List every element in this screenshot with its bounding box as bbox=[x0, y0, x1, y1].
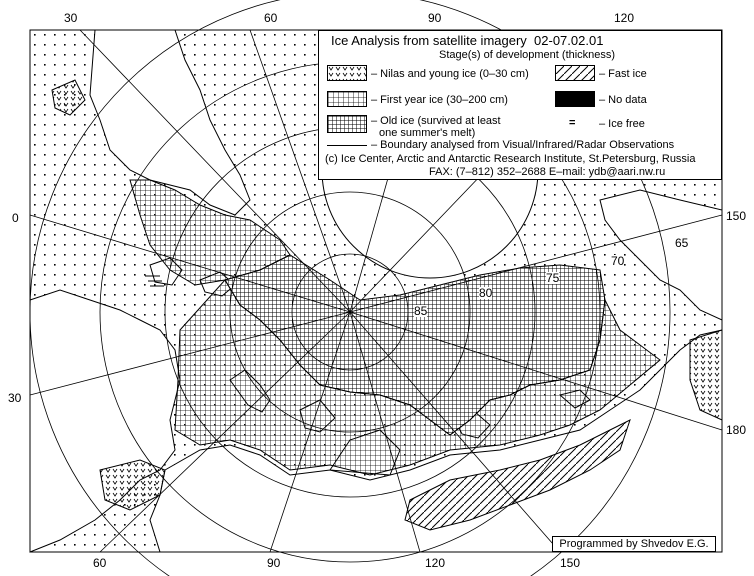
legend-boundary: – Boundary analysed from Visual/Infrared/Radar Observations bbox=[371, 139, 675, 151]
legend-old-ice-2: one summer's melt) bbox=[379, 127, 476, 139]
lon-bottom-90: 90 bbox=[267, 556, 281, 570]
legend-title: Ice Analysis from satellite imagery 02-07.02.01 bbox=[331, 33, 604, 48]
legend-nilas: – Nilas and young ice (0–30 cm) bbox=[371, 68, 529, 80]
nilas-swatch bbox=[327, 65, 367, 81]
legend-ice-free: – Ice free bbox=[599, 118, 645, 130]
boundary-line-swatch bbox=[327, 145, 367, 146]
legend-first-year: – First year ice (30–200 cm) bbox=[371, 94, 508, 106]
lat-85: 85 bbox=[414, 304, 428, 318]
fast-ice-swatch bbox=[555, 65, 595, 81]
lat-70: 70 bbox=[611, 254, 625, 268]
lat-65: 65 bbox=[675, 236, 689, 250]
lat-80: 80 bbox=[479, 286, 493, 300]
lon-top-120: 120 bbox=[614, 11, 635, 25]
legend-date: 02-07.02.01 bbox=[534, 33, 604, 48]
lon-top-60: 60 bbox=[264, 11, 278, 25]
legend-contact: FAX: (7–812) 352–2688 E–mail: ydb@aari.nw.ru bbox=[429, 166, 666, 178]
legend-fast-ice: – Fast ice bbox=[599, 68, 647, 80]
lon-top-90: 90 bbox=[428, 11, 442, 25]
lon-bottom-150: 150 bbox=[560, 556, 581, 570]
lon-bottom-60: 60 bbox=[93, 556, 107, 570]
lon-bottom-120: 120 bbox=[425, 556, 446, 570]
lon-right-150: 150 bbox=[726, 209, 747, 223]
old-ice-swatch bbox=[327, 115, 367, 133]
lon-left-0: 0 bbox=[12, 211, 19, 225]
lat-75: 75 bbox=[546, 271, 560, 285]
lon-right-180: 180 bbox=[726, 423, 747, 437]
ice-free-symbol: = bbox=[569, 117, 576, 129]
first-year-swatch bbox=[327, 91, 367, 107]
legend-institute: (c) Ice Center, Arctic and Antarctic Research Institute, St.Petersburg, Russia bbox=[325, 153, 696, 165]
legend-subtitle: Stage(s) of development (thickness) bbox=[439, 49, 616, 61]
legend-no-data: – No data bbox=[599, 94, 647, 106]
credit-box: Programmed by Shvedov E.G. bbox=[552, 536, 716, 552]
lon-left-30: 30 bbox=[8, 391, 22, 405]
no-data-swatch bbox=[555, 91, 595, 107]
map-legend bbox=[318, 30, 722, 180]
lon-top-30: 30 bbox=[64, 11, 78, 25]
legend-old-ice: – Old ice (survived at least bbox=[371, 115, 501, 127]
